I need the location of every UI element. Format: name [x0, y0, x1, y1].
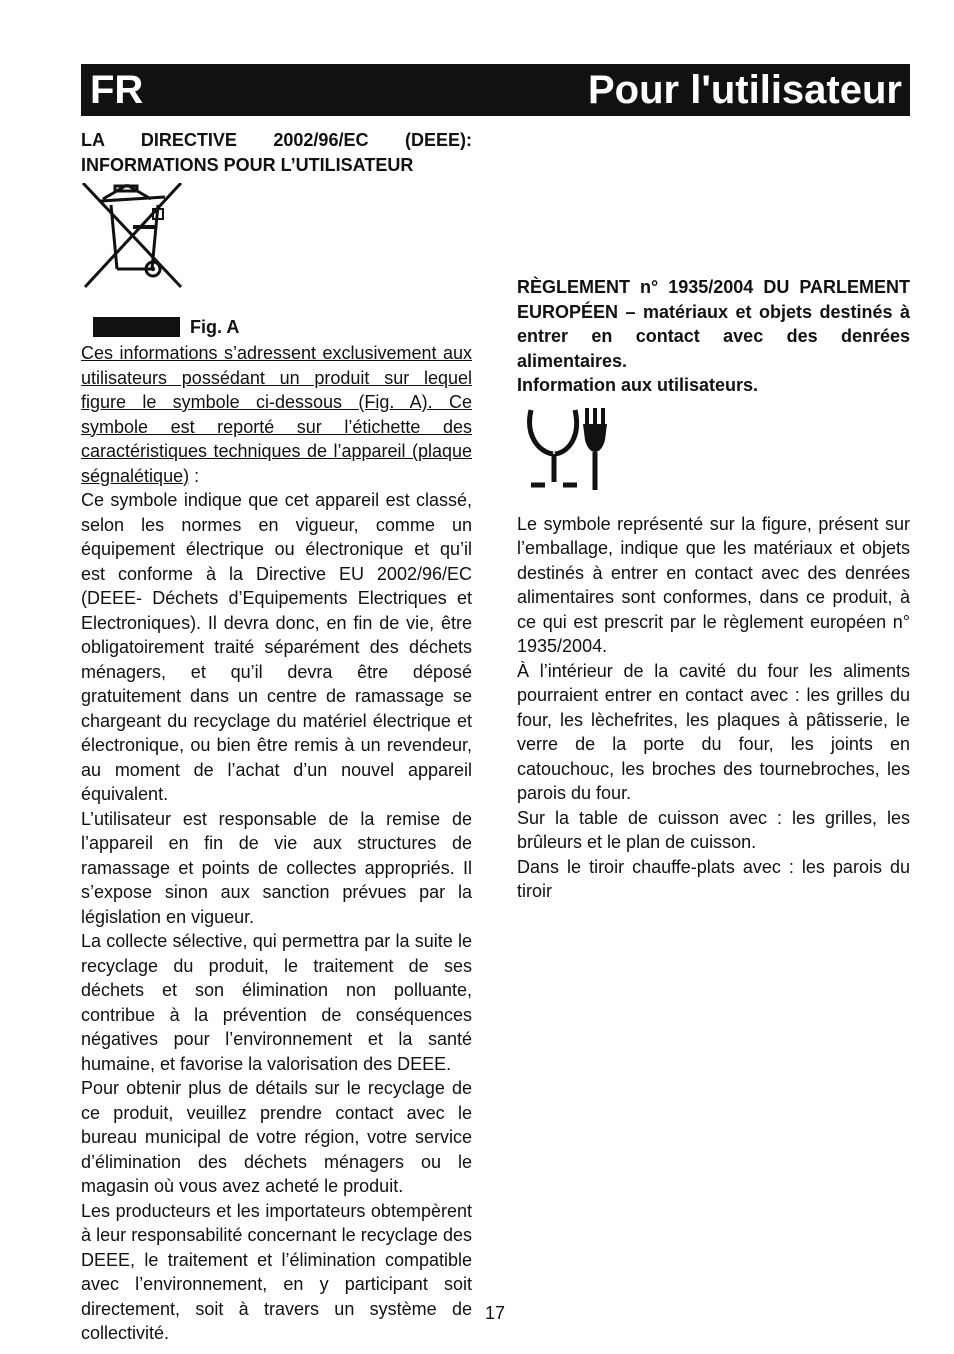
page-title: Pour l'utilisateur [587, 68, 902, 112]
figure-caption-row [81, 313, 472, 341]
language-code: FR [90, 68, 144, 112]
intro-tail: : [189, 465, 200, 486]
section-gap [517, 251, 910, 275]
regulation-heading: RÈGLEMENT n° 1935/2004 DU PARLEMENT EUROPÉEN – matériaux et objets destinés à entrer en contact avec des denrées alimentaires. [517, 277, 910, 371]
solid-bar [93, 317, 180, 337]
weee-figure [81, 183, 472, 309]
paragraph-warming-drawer: Dans le tiroir chauffe-plats avec : les parois du tiroir [517, 856, 910, 901]
paragraph-symbol-meaning: Ce symbole indique que cet appareil est classé, selon les normes en vigueur, comme un équipement électrique ou électronique et qu’il est conforme à la Directive EU 2002/96/EC (DEEE- Déchets d’Equipements Electriques et Electroniques). Il devra donc, en fin de vie, être obligatoirement traité séparément des déchets ménagers, et qu’il devra être déposé gratuitement dans un centre de ramassage se chargeant du recyclage du matériel électrique et électronique, ou bien être remis à un revendeur, au moment de l’achat d’un nouvel appareil équivalent. [81, 490, 472, 804]
crossed-out-wheelie-bin-icon [81, 183, 191, 307]
paragraph-selective-collection: La collecte sélective, qui permettra par la suite le recyclage du produit, le traitement de ses déchets et son élimination non polluante, contribue à la prévention de conséquences négatives pour l’environnement et la santé humaine, et favorise la valorisation des DEEE. [81, 931, 472, 1074]
intro-paragraph [81, 341, 472, 488]
paragraph-producers: Les producteurs et les importateurs obtempèrent à leur responsabilité concernant le recyclage des DEEE, le traitement et l’élimination compatible avec l’environnement, en y participant soit directement, soit à travers un système de collectivité. [81, 1200, 472, 1343]
paragraph-more-details: Pour obtenir plus de détails sur le recyclage de ce produit, veuillez prendre contact avec le bureau municipal de votre région, votre service d’élimination des déchets ménagers ou le magasin où vous avez acheté le produit. [81, 1078, 472, 1196]
regulation-subheading: Information aux utilisateurs. [517, 375, 759, 395]
continued-text-space [517, 129, 910, 251]
intro-underlined-text: Ces informations s’adressent exclusivement aux utilisateurs possédant un produit sur lequel figure le symbole ci-dessous (Fig. A). Ce symbole est reporté sur l’étichette des caractéristiques techniques de l’appareil (plaque ségnalétique) [81, 343, 472, 486]
left-column [81, 128, 472, 1346]
paragraph-symbol-description: Le symbole représenté sur la figure, présent sur l’emballage, indique que les matériaux et objets destinés à entrer en contact avec des denrées alimentaires sont conformes, dans ce produit, à ce qui est prescrit par le règlement européen n° 1935/2004. [517, 513, 910, 656]
right-column [517, 129, 910, 904]
weee-heading: LA DIRECTIVE 2002/96/EC (DEEE): INFORMATIONS POUR L’UTILISATEUR [81, 130, 472, 175]
paragraph-user-responsibility: L’utilisateur est responsable de la remise de l’appareil en fin de vie aux structures de ramassage et points de collectes appropriés. Il s’expose sinon aux sanction prévues par la législation en vigueur. [81, 808, 472, 927]
page-header [81, 64, 910, 116]
paragraph-cooking-table: Sur la table de cuisson avec : les grilles, les brûleurs et le plan de cuisson. [517, 807, 910, 852]
paragraph-oven-cavity: À l’intérieur de la cavité du four les aliments pourraient entrer en contact avec : les grilles du four, les lèchefrites, les plaques à pâtisserie, le verre de la porte du four, les joints en catouchouc, les broches des tournebroches, les parois du four. [517, 660, 910, 803]
food-contact-figure [517, 404, 910, 504]
figure-label: Fig. A [190, 317, 240, 337]
glass-and-fork-icon [525, 406, 617, 498]
page-number: 17 [484, 1303, 506, 1323]
